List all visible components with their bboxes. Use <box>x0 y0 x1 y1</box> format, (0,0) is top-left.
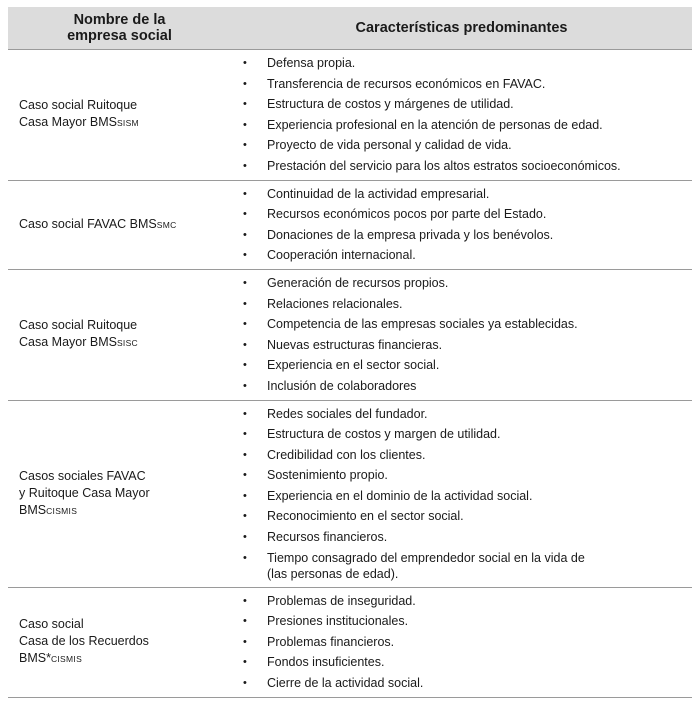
list-item: • Tiempo consagrado del emprendedor social en la vida de (las personas de edad). <box>243 550 585 581</box>
list-item: • Experiencia profesional en la atención de personas de edad. <box>231 115 692 136</box>
company-subscript: SISM <box>116 118 139 129</box>
bullet-icon: • <box>243 359 247 372</box>
company-name-cell <box>8 401 231 587</box>
list-item: • Relaciones relacionales. <box>231 294 692 315</box>
bullet-icon: • <box>243 159 247 172</box>
bullet-icon: • <box>243 249 247 262</box>
bullet-icon: • <box>243 318 247 331</box>
list-item: • Proyecto de vida personal y calidad de vida. <box>231 135 692 156</box>
list-item: • Donaciones de la empresa privada y los benévolos. <box>231 225 692 246</box>
header-characteristics: Características predominantes <box>355 20 568 36</box>
list-item: • Estructura de costos y margen de utilidad. <box>231 424 692 445</box>
company-name-line: Caso social Ruitoque <box>19 318 138 333</box>
bullet-icon: • <box>243 187 247 200</box>
bullet-icon: • <box>243 635 247 648</box>
bullet-icon: • <box>243 297 247 310</box>
company-name-cell <box>8 181 231 269</box>
table-row <box>8 401 692 588</box>
bullet-icon: • <box>243 656 247 669</box>
bullet-icon: • <box>243 407 247 420</box>
bullet-icon: • <box>243 531 247 544</box>
table-header <box>8 7 692 50</box>
company-name-line: Casa Mayor BMSSISC <box>19 335 138 350</box>
bullet-icon: • <box>243 428 247 441</box>
bullet-icon: • <box>243 489 247 502</box>
table-row <box>8 588 692 698</box>
list-item: • Competencia de las empresas sociales ya establecidas. <box>231 314 692 335</box>
list-item: • Nuevas estructuras financieras. <box>231 335 692 356</box>
bullet-icon: • <box>243 551 247 564</box>
company-name-line: y Ruitoque Casa Mayor <box>19 485 150 500</box>
company-name-line: BMSCISMIS <box>19 502 78 517</box>
list-item: • Redes sociales del fundador. <box>231 404 692 425</box>
list-item: • Defensa propia. <box>231 53 692 74</box>
list-item: • Generación de recursos propios. <box>231 273 692 294</box>
list-item: • Estructura de costos y márgenes de utilidad. <box>231 94 692 115</box>
bullet-icon: • <box>243 510 247 523</box>
characteristics-cell <box>231 588 692 697</box>
company-name-cell <box>8 270 231 400</box>
bullet-icon: • <box>243 469 247 482</box>
list-item: • Transferencia de recursos económicos en FAVAC. <box>231 74 692 95</box>
table-row <box>8 270 692 401</box>
list-item: • Recursos económicos pocos por parte del Estado. <box>231 204 692 225</box>
list-item: • Experiencia en el dominio de la actividad social. <box>231 486 692 507</box>
characteristics-cell <box>231 270 692 400</box>
bullet-icon: • <box>243 594 247 607</box>
list-item: • Reconocimiento en el sector social. <box>231 506 692 527</box>
company-subscript: CISMIS <box>50 654 83 665</box>
characteristics-cell <box>231 181 692 269</box>
list-item: • Experiencia en el sector social. <box>231 355 692 376</box>
list-item: • Fondos insuficientes. <box>231 652 692 673</box>
table-row <box>8 50 692 181</box>
header-company-name-line1: Nombre de la <box>73 12 166 28</box>
bullet-icon: • <box>243 118 247 131</box>
bullet-icon: • <box>243 139 247 152</box>
bullet-icon: • <box>243 379 247 392</box>
bullet-icon: • <box>243 677 247 690</box>
company-name-line: Caso social FAVAC BMSSMC <box>19 216 177 231</box>
list-item: • Sostenimiento propio. <box>231 465 692 486</box>
company-name-line: Casa Mayor BMSSISM <box>19 115 139 130</box>
company-name-line: Casa de los Recuerdos <box>19 634 149 649</box>
list-item: • Credibilidad con los clientes. <box>231 445 692 466</box>
bullet-icon: • <box>243 338 247 351</box>
characteristics-cell <box>231 50 692 180</box>
header-company-name-line2: empresa social <box>67 28 172 44</box>
bullet-icon: • <box>243 77 247 90</box>
company-subscript: SISC <box>116 338 138 349</box>
bullet-icon: • <box>243 98 247 111</box>
characteristics-table <box>8 7 692 698</box>
company-name-line: Caso social <box>19 617 84 632</box>
list-item: • Problemas de inseguridad. <box>231 591 692 612</box>
list-item: • Prestación del servicio para los altos estratos socioeconómicos. <box>231 156 692 177</box>
bullet-icon: • <box>243 615 247 628</box>
company-name-cell <box>8 50 231 180</box>
list-item: • Presiones institucionales. <box>231 611 692 632</box>
list-item: • Cooperación internacional. <box>231 245 692 266</box>
company-name-line: Casos sociales FAVAC <box>19 468 146 483</box>
bullet-icon: • <box>243 57 247 69</box>
characteristics-cell <box>231 401 692 587</box>
company-name-line: BMS*CISMIS <box>19 651 83 666</box>
list-item: • Continuidad de la actividad empresarial. <box>231 184 692 205</box>
list-item: • Problemas financieros. <box>231 632 692 653</box>
list-item: • Inclusión de colaboradores <box>231 376 692 397</box>
bullet-icon: • <box>243 208 247 221</box>
bullet-icon: • <box>243 448 247 461</box>
company-name-line: Caso social Ruitoque <box>19 98 138 113</box>
list-item: • Recursos financieros. <box>231 527 692 548</box>
company-subscript: CISMIS <box>46 505 78 516</box>
bullet-icon: • <box>243 276 247 289</box>
company-name-cell <box>8 588 231 697</box>
company-subscript: SMC <box>156 219 177 230</box>
header-company-name <box>8 7 231 49</box>
table-row <box>8 181 692 270</box>
list-item: • Cierre de la actividad social. <box>231 673 692 694</box>
bullet-icon: • <box>243 228 247 241</box>
